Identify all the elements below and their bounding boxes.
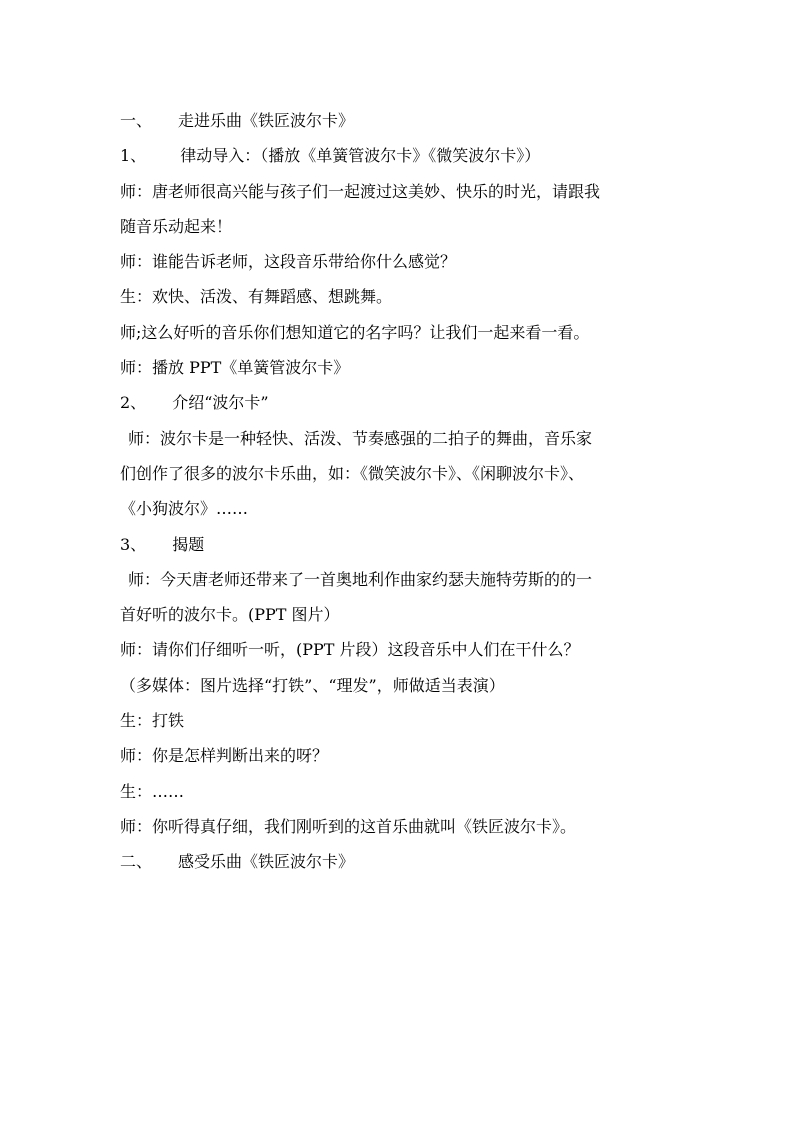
section-number: 一、 <box>120 111 153 130</box>
paragraph-line: 师;这么好听的音乐你们想知道它的名字吗？让我们一起来看一看。 <box>120 322 590 342</box>
paragraph-line: 生：欢快、活泼、有舞蹈感、想跳舞。 <box>120 287 393 307</box>
section-heading-1 <box>120 103 680 138</box>
paragraph-line: 师：播放 PPT《单簧管波尔卡》 <box>120 358 350 378</box>
step-title: 介绍“波尔卡” <box>172 393 269 413</box>
step-title: 律动导入：（播放《单簧管波尔卡》《微笑波尔卡》） <box>180 146 541 166</box>
paragraph-line: 师：波尔卡是一种轻快、活泼、节奏感强的二拍子的舞曲，音乐家 <box>128 428 593 448</box>
section-number: 二、 <box>120 852 153 872</box>
step-number: 3、 <box>120 534 147 554</box>
paragraph-line: 师：谁能告诉老师，这段音乐带给你什么感觉？ <box>120 252 457 272</box>
step-number: 2、 <box>120 393 147 413</box>
step-heading-2 <box>120 385 680 420</box>
paragraph-line: 师：请你们仔细听一听，(PPT 片段）这段音乐中人们在干什么？ <box>120 640 580 660</box>
paragraph-line: 首好听的波尔卡。(PPT 图片） <box>120 605 340 625</box>
paragraph-line: 生：打铁 <box>120 711 185 731</box>
paragraph-line: 随音乐动起来！ <box>120 216 233 236</box>
section-title: 感受乐曲《铁匠波尔卡》 <box>178 852 355 872</box>
paragraph-line: 《小狗波尔》…… <box>120 499 249 519</box>
paragraph-line: 师：今天唐老师还带来了一首奥地利作曲家约瑟夫施特劳斯的的一 <box>128 569 593 589</box>
step-number: 1、 <box>120 146 147 166</box>
step-heading-3 <box>120 527 680 562</box>
section-title: 走进乐曲《铁匠波尔卡》 <box>178 111 355 130</box>
paragraph-line: 生：…… <box>120 781 185 801</box>
document-body <box>120 103 680 880</box>
paragraph-line: 们创作了很多的波尔卡乐曲，如：《微笑波尔卡》、《闲聊波尔卡》、 <box>120 463 585 483</box>
paragraph-line: （多媒体：图片选择“打铁”、“理发”，师做适当表演） <box>120 675 505 695</box>
section-heading-2 <box>120 844 680 879</box>
paragraph-line: 师：你是怎样判断出来的呀？ <box>120 746 329 766</box>
paragraph-line: 师：唐老师很高兴能与孩子们一起渡过这美妙、快乐的时光，请跟我 <box>120 181 601 201</box>
step-heading-1 <box>120 138 680 173</box>
paragraph-line: 师：你听得真仔细，我们刚听到的这首乐曲就叫《铁匠波尔卡》。 <box>120 816 577 836</box>
step-title: 揭题 <box>172 534 205 554</box>
